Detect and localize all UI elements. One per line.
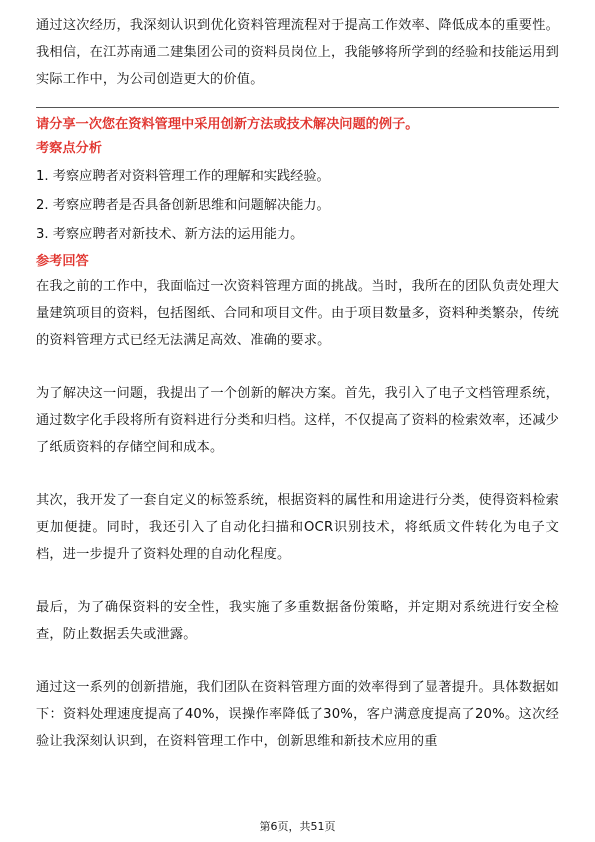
section-divider bbox=[36, 107, 559, 108]
answer-paragraph: 其次，我开发了一套自定义的标签系统，根据资料的属性和用途进行分类，使得资料检索更加便捷。同时，我还引入了自动化扫描和OCR识别技术，将纸质文件转化为电子文档，进一步提升了资料处理的自动化程度。 bbox=[36, 493, 559, 562]
analysis-title: 考察点分析 bbox=[36, 141, 102, 156]
analysis-list bbox=[36, 162, 559, 249]
page-number-footer: 第6页，共51页 bbox=[259, 820, 336, 833]
intro-paragraph: 通过这次经历，我深刻认识到优化资料管理流程对于提高工作效率、降低成本的重要性。我相信，在江苏南通二建集团公司的资料员岗位上，我能够将所学到的经验和技能运用到实际工作中，为公司创造更大的价值。 bbox=[36, 18, 559, 87]
interview-question: 请分享一次您在资料管理中采用创新方法或技术解决问题的例子。 bbox=[36, 117, 419, 132]
analysis-item: 3. 考察应聘者对新技术、新方法的运用能力。 bbox=[36, 227, 304, 242]
analysis-item: 2. 考察应聘者是否具备创新思维和问题解决能力。 bbox=[36, 198, 330, 213]
analysis-item: 1. 考察应聘者对资料管理工作的理解和实践经验。 bbox=[36, 169, 330, 184]
answer-paragraph: 为了解决这一问题，我提出了一个创新的解决方案。首先，我引入了电子文档管理系统，通过数字化手段将所有资料进行分类和归档。这样，不仅提高了资料的检索效率，还减少了纸质资料的存储空间和成本。 bbox=[36, 386, 559, 455]
document-page bbox=[36, 12, 559, 755]
answer-paragraph: 最后，为了确保资料的安全性，我实施了多重数据备份策略，并定期对系统进行安全检查，防止数据丢失或泄露。 bbox=[36, 600, 559, 642]
answer-paragraph: 在我之前的工作中，我面临过一次资料管理方面的挑战。当时，我所在的团队负责处理大量建筑项目的资料，包括图纸、合同和项目文件。由于项目数量多，资料种类繁杂，传统的资料管理方式已经无法满足高效、准确的要求。 bbox=[36, 279, 559, 348]
answer-paragraph: 通过这一系列的创新措施，我们团队在资料管理方面的效率得到了显著提升。具体数据如下：资料处理速度提高了40%，误操作率降低了30%，客户满意度提高了20%。这次经验让我深刻认识到，在资料管理工作中，创新思维和新技术应用的重 bbox=[36, 680, 559, 749]
answer-title: 参考回答 bbox=[36, 254, 89, 269]
